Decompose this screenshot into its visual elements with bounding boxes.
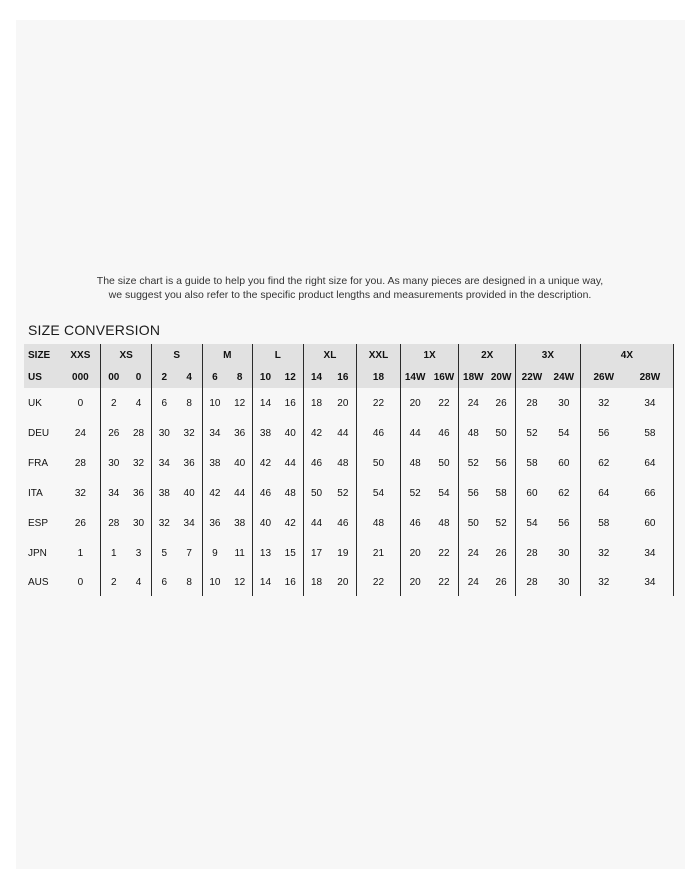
country-label: JPN <box>28 547 47 559</box>
size-value-cell: 46 <box>259 487 272 499</box>
table-row-esp <box>24 508 674 538</box>
size-value-cell: 32 <box>598 547 610 559</box>
size-value-cell: 30 <box>126 508 151 538</box>
size-value-cell: 54 <box>357 478 400 508</box>
size-name-2x: 2X <box>459 344 516 366</box>
size-value-cell: 50 <box>467 517 479 529</box>
size-value-cell: 34 <box>209 427 221 439</box>
size-value-cell: 1 <box>60 538 100 568</box>
size-value-cell: 28 <box>526 576 538 588</box>
size-value-cell: 0 <box>60 388 100 418</box>
size-name-xl: XL <box>303 344 357 366</box>
table-row-deu <box>24 418 674 448</box>
size-value-cell: 9 <box>212 547 218 559</box>
size-value-cell: 48 <box>430 508 459 538</box>
size-value-cell: 58 <box>487 478 515 508</box>
header-row-us <box>24 366 674 388</box>
us-size-value: 12 <box>278 366 303 388</box>
size-value-cell: 58 <box>526 457 538 469</box>
country-label: FRA <box>28 457 48 469</box>
table-row-ita <box>24 478 674 508</box>
size-value-cell: 20 <box>409 547 421 559</box>
size-value-cell: 40 <box>278 418 303 448</box>
size-value-cell: 30 <box>108 457 120 469</box>
size-value-cell: 64 <box>627 448 674 478</box>
us-size-value: 16W <box>430 366 459 388</box>
size-value-cell: 19 <box>329 538 356 568</box>
size-value-cell: 30 <box>158 427 170 439</box>
size-value-cell: 20 <box>409 397 421 409</box>
size-value-cell: 66 <box>627 478 674 508</box>
size-value-cell: 8 <box>177 388 202 418</box>
size-value-cell: 50 <box>487 418 515 448</box>
size-value-cell: 34 <box>177 508 202 538</box>
size-value-cell: 58 <box>598 517 610 529</box>
size-value-cell: 34 <box>627 538 674 568</box>
size-value-cell: 36 <box>177 448 202 478</box>
size-value-cell: 28 <box>526 397 538 409</box>
us-size-value: 14 <box>303 366 329 388</box>
us-size-value: 4 <box>177 366 202 388</box>
size-value-cell: 56 <box>467 487 479 499</box>
size-value-cell: 54 <box>548 418 580 448</box>
size-value-cell: 52 <box>487 508 515 538</box>
size-value-cell: 56 <box>487 448 515 478</box>
size-value-cell: 34 <box>158 457 170 469</box>
us-header-label: US <box>24 366 60 388</box>
size-value-cell: 24 <box>467 397 479 409</box>
intro-line-1: The size chart is a guide to help you find the right size for you. As many pieces are designed in a unique way, <box>96 275 604 287</box>
size-value-cell: 11 <box>227 538 252 568</box>
size-value-cell: 32 <box>126 448 151 478</box>
size-name-s: S <box>151 344 202 366</box>
size-value-cell: 30 <box>548 568 580 596</box>
us-size-value: 8 <box>227 366 252 388</box>
size-value-cell: 18 <box>310 576 323 588</box>
size-value-cell: 14 <box>259 576 272 588</box>
us-size-value: 26W <box>580 366 627 388</box>
size-name-xs: XS <box>101 344 152 366</box>
size-value-cell: 12 <box>227 388 252 418</box>
size-value-cell: 60 <box>548 448 580 478</box>
us-size-value: 18 <box>357 366 400 388</box>
size-value-cell: 26 <box>487 568 515 596</box>
size-value-cell: 44 <box>227 478 252 508</box>
size-value-cell: 24 <box>60 418 100 448</box>
size-value-cell: 17 <box>310 547 323 559</box>
size-value-cell: 38 <box>259 427 272 439</box>
us-size-value: 10 <box>253 366 278 388</box>
size-value-cell: 60 <box>526 487 538 499</box>
size-value-cell: 13 <box>259 547 272 559</box>
country-label: UK <box>28 397 42 409</box>
country-label: DEU <box>28 427 50 439</box>
size-value-cell: 40 <box>259 517 272 529</box>
intro-text <box>40 274 660 302</box>
size-value-cell: 42 <box>278 508 303 538</box>
size-value-cell: 52 <box>526 427 538 439</box>
us-size-value: 22W <box>516 366 548 388</box>
size-value-cell: 36 <box>126 478 151 508</box>
size-value-cell: 46 <box>409 517 421 529</box>
size-value-cell: 20 <box>329 568 356 596</box>
size-value-cell: 3 <box>126 538 151 568</box>
size-value-cell: 4 <box>126 388 151 418</box>
size-value-cell: 34 <box>627 568 674 596</box>
size-value-cell: 5 <box>161 547 168 559</box>
us-size-value: 24W <box>548 366 580 388</box>
size-value-cell: 32 <box>60 478 100 508</box>
size-value-cell: 14 <box>259 397 272 409</box>
page-title: SIZE CONVERSION <box>28 322 161 338</box>
us-size-value: 000 <box>60 366 100 388</box>
size-value-cell: 62 <box>598 457 610 469</box>
size-value-cell: 1 <box>110 547 117 559</box>
size-value-cell: 20 <box>329 388 356 418</box>
size-value-cell: 28 <box>108 517 120 529</box>
size-value-cell: 42 <box>209 487 221 499</box>
country-label: AUS <box>28 576 49 588</box>
us-size-value: 00 <box>101 366 126 388</box>
size-value-cell: 46 <box>357 418 400 448</box>
size-value-cell: 30 <box>548 388 580 418</box>
size-value-cell: 24 <box>467 547 479 559</box>
size-value-cell: 44 <box>278 448 303 478</box>
us-size-value: 2 <box>151 366 176 388</box>
size-value-cell: 42 <box>310 427 323 439</box>
intro-line-2: we suggest you also refer to the specific product lengths and measurements provided in the description. <box>108 289 592 301</box>
size-value-cell: 56 <box>598 427 610 439</box>
us-size-value: 20W <box>487 366 515 388</box>
size-name-m: M <box>202 344 253 366</box>
size-value-cell: 50 <box>357 448 400 478</box>
us-size-value: 14W <box>400 366 429 388</box>
size-value-cell: 40 <box>177 478 202 508</box>
size-value-cell: 34 <box>627 388 674 418</box>
size-value-cell: 22 <box>430 568 459 596</box>
size-value-cell: 32 <box>598 576 610 588</box>
size-value-cell: 48 <box>357 508 400 538</box>
size-value-cell: 38 <box>209 457 221 469</box>
size-name-3x: 3X <box>516 344 581 366</box>
size-value-cell: 8 <box>177 568 202 596</box>
size-value-cell: 2 <box>110 397 117 409</box>
size-name-l: L <box>253 344 304 366</box>
size-value-cell: 52 <box>329 478 356 508</box>
us-size-value: 6 <box>202 366 227 388</box>
size-value-cell: 54 <box>430 478 459 508</box>
size-value-cell: 7 <box>177 538 202 568</box>
us-size-value: 16 <box>329 366 356 388</box>
us-size-value: 28W <box>627 366 674 388</box>
table-row-uk <box>24 388 674 418</box>
size-value-cell: 50 <box>430 448 459 478</box>
country-label: ESP <box>28 517 49 529</box>
size-value-cell: 32 <box>598 397 610 409</box>
size-value-cell: 26 <box>487 388 515 418</box>
size-value-cell: 48 <box>329 448 356 478</box>
size-value-cell: 54 <box>526 517 538 529</box>
size-value-cell: 2 <box>110 576 117 588</box>
size-value-cell: 48 <box>278 478 303 508</box>
size-value-cell: 15 <box>278 538 303 568</box>
size-value-cell: 46 <box>329 508 356 538</box>
size-name-xxl: XXL <box>357 344 400 366</box>
size-value-cell: 26 <box>60 508 100 538</box>
header-row-size <box>24 344 674 366</box>
size-value-cell: 56 <box>548 508 580 538</box>
us-size-value: 0 <box>126 366 151 388</box>
size-value-cell: 46 <box>310 457 323 469</box>
size-value-cell: 28 <box>526 547 538 559</box>
table-row-fra <box>24 448 674 478</box>
table-row-aus <box>24 568 674 596</box>
size-conversion-table <box>24 344 674 596</box>
size-value-cell: 22 <box>430 538 459 568</box>
size-value-cell: 30 <box>548 538 580 568</box>
size-value-cell: 44 <box>329 418 356 448</box>
size-value-cell: 44 <box>409 427 421 439</box>
size-value-cell: 32 <box>158 517 170 529</box>
size-value-cell: 64 <box>598 487 610 499</box>
size-value-cell: 22 <box>357 568 400 596</box>
size-value-cell: 26 <box>487 538 515 568</box>
size-value-cell: 16 <box>278 388 303 418</box>
size-value-cell: 4 <box>126 568 151 596</box>
size-value-cell: 22 <box>357 388 400 418</box>
size-value-cell: 52 <box>409 487 421 499</box>
size-value-cell: 26 <box>108 427 120 439</box>
size-name-4x: 4X <box>580 344 673 366</box>
size-value-cell: 48 <box>467 427 479 439</box>
size-value-cell: 58 <box>627 418 674 448</box>
size-value-cell: 28 <box>126 418 151 448</box>
size-value-cell: 36 <box>209 517 221 529</box>
size-value-cell: 12 <box>227 568 252 596</box>
size-value-cell: 21 <box>357 538 400 568</box>
size-value-cell: 20 <box>409 576 421 588</box>
size-header-label: SIZE <box>24 344 60 366</box>
us-size-value: 18W <box>459 366 487 388</box>
size-value-cell: 42 <box>259 457 272 469</box>
size-value-cell: 40 <box>227 448 252 478</box>
size-value-cell: 6 <box>161 576 168 588</box>
size-value-cell: 62 <box>548 478 580 508</box>
size-value-cell: 36 <box>227 418 252 448</box>
size-value-cell: 18 <box>310 397 323 409</box>
size-name-1x: 1X <box>400 344 459 366</box>
size-value-cell: 6 <box>161 397 168 409</box>
size-value-cell: 38 <box>158 487 170 499</box>
size-value-cell: 10 <box>209 397 221 409</box>
size-value-cell: 34 <box>108 487 120 499</box>
size-value-cell: 0 <box>60 568 100 596</box>
size-value-cell: 48 <box>409 457 421 469</box>
size-value-cell: 46 <box>430 418 459 448</box>
size-value-cell: 32 <box>177 418 202 448</box>
size-value-cell: 28 <box>60 448 100 478</box>
country-label: ITA <box>28 487 43 499</box>
size-value-cell: 24 <box>467 576 479 588</box>
table-row-jpn <box>24 538 674 568</box>
size-value-cell: 44 <box>310 517 323 529</box>
size-value-cell: 60 <box>627 508 674 538</box>
size-value-cell: 10 <box>209 576 221 588</box>
size-value-cell: 16 <box>278 568 303 596</box>
size-value-cell: 22 <box>430 388 459 418</box>
size-value-cell: 52 <box>467 457 479 469</box>
size-value-cell: 38 <box>227 508 252 538</box>
size-value-cell: 50 <box>310 487 323 499</box>
size-name-xxs: XXS <box>60 344 100 366</box>
